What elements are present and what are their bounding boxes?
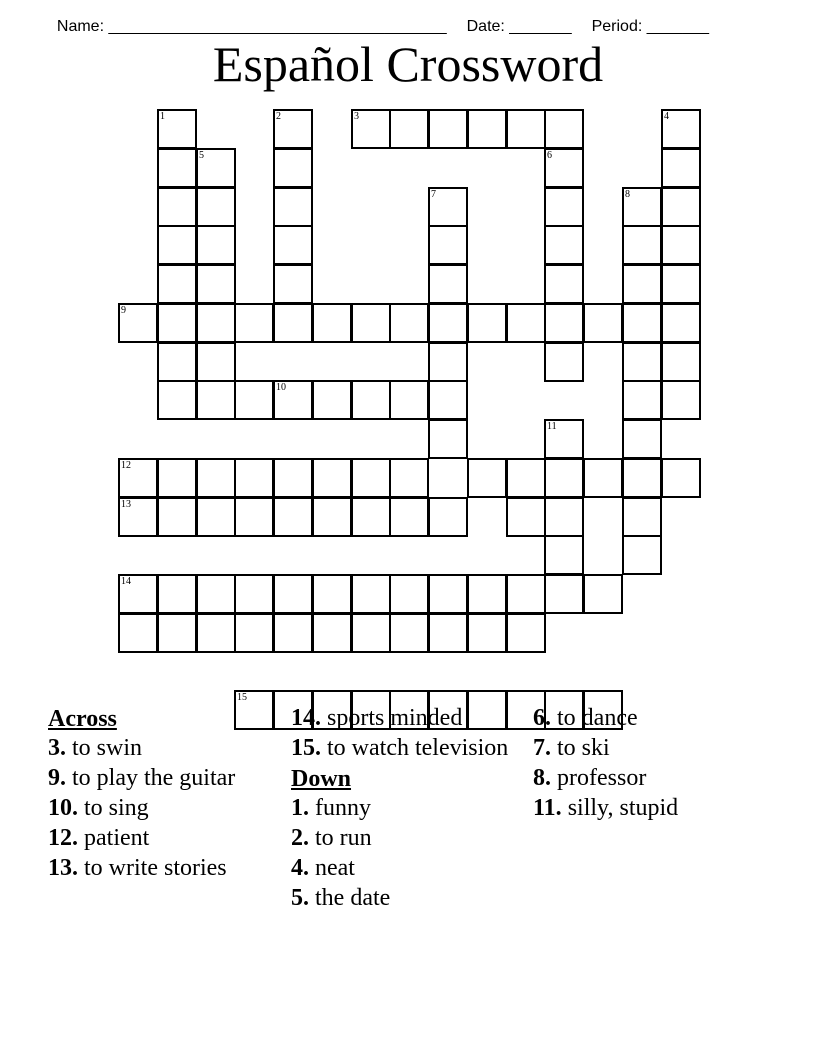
crossword-cell[interactable] — [312, 458, 352, 498]
cell-number: 13 — [121, 499, 131, 510]
crossword-cell[interactable] — [273, 574, 313, 614]
crossword-cell[interactable] — [389, 613, 429, 653]
clues-column-1 — [48, 704, 278, 884]
crossword-cell[interactable] — [196, 342, 236, 382]
crossword-cell[interactable] — [544, 342, 584, 382]
crossword-cell[interactable] — [544, 148, 584, 188]
clue-text: to dance — [551, 705, 638, 731]
crossword-cell[interactable] — [234, 574, 274, 614]
clue-text: the date — [309, 885, 391, 911]
crossword-cell[interactable] — [234, 303, 274, 343]
clue-text: neat — [309, 855, 355, 881]
cell-number: 11 — [547, 421, 557, 432]
crossword-cell[interactable] — [622, 380, 662, 420]
clue-across-9 — [48, 764, 278, 792]
clue-number: 10. — [48, 795, 78, 821]
header-fields — [48, 0, 768, 35]
cell-number: 4 — [664, 111, 669, 122]
crossword-cell[interactable] — [157, 225, 197, 265]
crossword-cell[interactable] — [389, 458, 429, 498]
crossword-cell[interactable] — [428, 380, 468, 420]
crossword-cell[interactable] — [428, 342, 468, 382]
crossword-cell[interactable] — [428, 574, 468, 614]
crossword-cell[interactable] — [157, 342, 197, 382]
crossword-cell[interactable] — [196, 148, 236, 188]
clue-text: to watch television — [321, 735, 509, 761]
crossword-cell[interactable] — [661, 303, 701, 343]
clue-number: 6. — [533, 705, 551, 731]
crossword-cell[interactable] — [118, 613, 158, 653]
crossword-cell[interactable] — [312, 380, 352, 420]
crossword-cell[interactable] — [428, 109, 468, 149]
crossword-cell[interactable] — [544, 303, 584, 343]
crossword-cell[interactable] — [157, 574, 197, 614]
cell-number: 15 — [237, 692, 247, 703]
crossword-cell[interactable] — [234, 497, 274, 537]
clue-number: 9. — [48, 765, 66, 791]
crossword-cell[interactable] — [622, 497, 662, 537]
clue-across-10 — [48, 794, 278, 822]
across-heading: Across — [48, 706, 117, 732]
cell-number: 1 — [160, 111, 165, 122]
cell-number: 8 — [625, 189, 630, 200]
clue-number: 15. — [291, 735, 321, 761]
crossword-cell[interactable] — [118, 574, 158, 614]
clue-down-5 — [291, 884, 521, 912]
crossword-cell[interactable] — [661, 380, 701, 420]
cell-number: 2 — [276, 111, 281, 122]
clue-number: 12. — [48, 825, 78, 851]
clue-across-13 — [48, 854, 278, 882]
crossword-cell[interactable] — [351, 303, 391, 343]
name-field-label[interactable]: Name: ______________________________________ — [56, 18, 447, 35]
cell-number: 3 — [354, 111, 359, 122]
crossword-cell[interactable] — [351, 497, 391, 537]
crossword-cell[interactable] — [234, 613, 274, 653]
crossword-cell[interactable] — [196, 380, 236, 420]
crossword-cell[interactable] — [544, 497, 584, 537]
clue-across-14 — [291, 704, 521, 732]
clue-text: patient — [78, 825, 150, 851]
crossword-cell[interactable] — [234, 380, 274, 420]
clue-text: sports minded — [321, 705, 463, 731]
crossword-cell[interactable] — [661, 225, 701, 265]
cell-number: 7 — [431, 189, 436, 200]
crossword-cell[interactable] — [389, 497, 429, 537]
crossword-cell[interactable] — [428, 419, 468, 459]
clue-text: silly, stupid — [561, 795, 679, 821]
crossword-cell[interactable] — [157, 613, 197, 653]
crossword-cell[interactable] — [351, 613, 391, 653]
crossword-cell[interactable] — [312, 303, 352, 343]
crossword-cell[interactable] — [118, 458, 158, 498]
clues-column-2 — [291, 704, 521, 914]
crossword-cell[interactable] — [622, 303, 662, 343]
clue-down-1 — [291, 794, 521, 822]
crossword-cell[interactable] — [389, 109, 429, 149]
clue-text: to write stories — [78, 855, 227, 881]
crossword-cell[interactable] — [157, 380, 197, 420]
crossword-cell[interactable] — [506, 497, 546, 537]
crossword-cell[interactable] — [467, 109, 507, 149]
crossword-cell[interactable] — [351, 380, 391, 420]
crossword-cell[interactable] — [196, 497, 236, 537]
clue-down-6 — [533, 704, 773, 732]
crossword-cell[interactable] — [157, 458, 197, 498]
crossword-cell[interactable] — [467, 458, 507, 498]
crossword-cell[interactable] — [544, 419, 584, 459]
crossword-cell[interactable] — [196, 574, 236, 614]
crossword-cell[interactable] — [661, 264, 701, 304]
crossword-cell[interactable] — [273, 497, 313, 537]
clue-text: to run — [309, 825, 372, 851]
crossword-cell[interactable] — [428, 613, 468, 653]
clue-down-4 — [291, 854, 521, 882]
crossword-cell[interactable] — [389, 303, 429, 343]
crossword-cell[interactable] — [196, 187, 236, 227]
cell-number: 9 — [121, 305, 126, 316]
crossword-cell[interactable] — [351, 109, 391, 149]
crossword-cell[interactable] — [196, 613, 236, 653]
crossword-cell[interactable] — [312, 613, 352, 653]
crossword-cell[interactable] — [157, 109, 197, 149]
cell-number: 14 — [121, 576, 131, 587]
crossword-cell[interactable] — [622, 187, 662, 227]
crossword-cell[interactable] — [351, 458, 391, 498]
crossword-cell[interactable] — [157, 264, 197, 304]
clue-number: 11. — [533, 795, 562, 821]
clue-number: 1. — [291, 795, 309, 821]
page-title: Español Crossword — [212, 36, 604, 92]
cell-number: 10 — [276, 382, 286, 393]
clue-across-3 — [48, 734, 278, 762]
crossword-grid — [118, 109, 700, 703]
crossword-cell[interactable] — [622, 342, 662, 382]
crossword-cell[interactable] — [273, 303, 313, 343]
clue-number: 8. — [533, 765, 551, 791]
period-field-label[interactable]: Period: _______ — [591, 18, 710, 35]
crossword-cell[interactable] — [506, 303, 546, 343]
crossword-cell[interactable] — [544, 574, 584, 614]
crossword-cell[interactable] — [661, 109, 701, 149]
crossword-cell[interactable] — [157, 497, 197, 537]
crossword-cell[interactable] — [583, 574, 623, 614]
crossword-cell[interactable] — [506, 574, 546, 614]
crossword-cell[interactable] — [157, 187, 197, 227]
crossword-cell[interactable] — [428, 187, 468, 227]
cell-number: 5 — [199, 150, 204, 161]
crossword-cell[interactable] — [273, 225, 313, 265]
crossword-cell[interactable] — [428, 497, 468, 537]
clue-across-15 — [291, 734, 521, 762]
crossword-cell[interactable] — [544, 225, 584, 265]
clue-text: professor — [551, 765, 647, 791]
clue-text: to sing — [78, 795, 149, 821]
crossword-cell[interactable] — [273, 613, 313, 653]
crossword-cell[interactable] — [506, 109, 546, 149]
crossword-cell[interactable] — [273, 380, 313, 420]
clue-number: 4. — [291, 855, 309, 881]
crossword-cell[interactable] — [196, 264, 236, 304]
crossword-cell[interactable] — [467, 303, 507, 343]
crossword-cell[interactable] — [389, 380, 429, 420]
crossword-cell[interactable] — [312, 574, 352, 614]
crossword-cell[interactable] — [428, 264, 468, 304]
crossword-cell[interactable] — [622, 458, 662, 498]
crossword-cell[interactable] — [273, 148, 313, 188]
crossword-cell[interactable] — [622, 264, 662, 304]
clue-across-12 — [48, 824, 278, 852]
crossword-cell[interactable] — [467, 613, 507, 653]
crossword-cell[interactable] — [196, 303, 236, 343]
crossword-cell[interactable] — [428, 225, 468, 265]
crossword-cell[interactable] — [506, 613, 546, 653]
crossword-cell[interactable] — [583, 303, 623, 343]
crossword-cell[interactable] — [312, 497, 352, 537]
clue-down-8 — [533, 764, 773, 792]
crossword-cell[interactable] — [544, 187, 584, 227]
crossword-cell[interactable] — [544, 458, 584, 498]
crossword-cell[interactable] — [622, 535, 662, 575]
crossword-cell[interactable] — [273, 187, 313, 227]
crossword-cell[interactable] — [544, 535, 584, 575]
clue-text: to ski — [551, 735, 610, 761]
clue-text: to swin — [66, 735, 143, 761]
crossword-cell[interactable] — [622, 225, 662, 265]
crossword-cell[interactable] — [583, 458, 623, 498]
clue-number: 13. — [48, 855, 78, 881]
crossword-cell[interactable] — [506, 458, 546, 498]
clues-column-3 — [533, 704, 773, 824]
clue-number: 7. — [533, 735, 551, 761]
clue-number: 14. — [291, 705, 321, 731]
clue-down-11 — [533, 794, 773, 822]
clue-down-2 — [291, 824, 521, 852]
crossword-cell[interactable] — [661, 148, 701, 188]
crossword-cell[interactable] — [622, 419, 662, 459]
crossword-cell[interactable] — [544, 264, 584, 304]
clue-text: funny — [309, 795, 371, 821]
date-field-label[interactable]: Date: _______ — [466, 18, 572, 35]
clue-down-7 — [533, 734, 773, 762]
clue-number: 3. — [48, 735, 66, 761]
crossword-cell[interactable] — [157, 148, 197, 188]
crossword-cell[interactable] — [118, 497, 158, 537]
crossword-cell[interactable] — [389, 574, 429, 614]
crossword-cell[interactable] — [661, 187, 701, 227]
crossword-cell[interactable] — [467, 574, 507, 614]
crossword-cell[interactable] — [273, 264, 313, 304]
crossword-cell[interactable] — [273, 458, 313, 498]
crossword-cell[interactable] — [273, 109, 313, 149]
crossword-cell[interactable] — [661, 342, 701, 382]
down-heading: Down — [291, 766, 352, 792]
clue-number: 5. — [291, 885, 309, 911]
crossword-cell[interactable] — [157, 303, 197, 343]
cell-number: 12 — [121, 460, 131, 471]
crossword-cell[interactable] — [196, 225, 236, 265]
crossword-cell[interactable] — [351, 574, 391, 614]
clue-number: 2. — [291, 825, 309, 851]
crossword-cell[interactable] — [544, 109, 584, 149]
crossword-cell[interactable] — [118, 303, 158, 343]
crossword-cell[interactable] — [196, 458, 236, 498]
clue-text: to play the guitar — [66, 765, 236, 791]
crossword-cell[interactable] — [661, 458, 701, 498]
crossword-cell[interactable] — [234, 458, 274, 498]
crossword-cell[interactable] — [428, 303, 468, 343]
cell-number: 6 — [547, 150, 552, 161]
